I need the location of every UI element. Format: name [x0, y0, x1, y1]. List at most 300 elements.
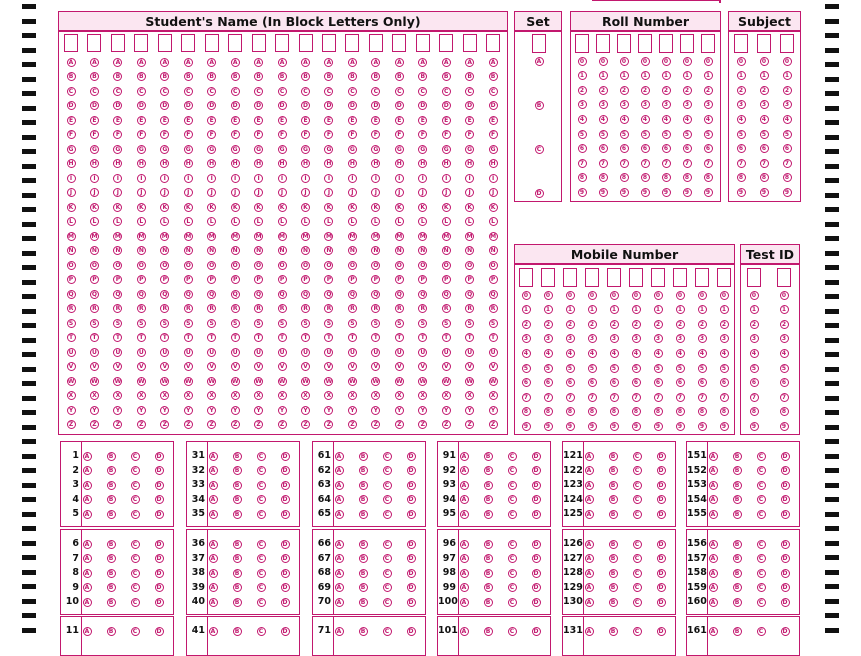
name-bubble[interactable]: W: [489, 377, 497, 385]
mobile-bubble[interactable]: 2: [522, 320, 531, 329]
answer-bubble[interactable]: B: [359, 627, 368, 636]
name-bubble[interactable]: A: [90, 58, 99, 67]
name-bubble[interactable]: D: [231, 101, 240, 110]
answer-bubble[interactable]: A: [585, 583, 594, 592]
answer-bubble[interactable]: A: [209, 466, 218, 475]
answer-bubble[interactable]: D: [532, 554, 541, 563]
roll-bubble[interactable]: 7: [641, 159, 650, 168]
answer-bubble[interactable]: D: [532, 627, 541, 636]
name-bubble[interactable]: X: [371, 391, 380, 400]
name-bubble[interactable]: X: [67, 391, 76, 400]
name-bubble[interactable]: P: [90, 275, 99, 284]
name-bubble[interactable]: U: [324, 348, 333, 357]
answer-bubble[interactable]: B: [107, 554, 116, 563]
answer-bubble[interactable]: D: [532, 466, 541, 475]
name-bubble[interactable]: N: [443, 247, 449, 254]
name-bubble[interactable]: K: [67, 203, 76, 212]
roll-bubble[interactable]: 2: [620, 86, 629, 95]
name-bubble[interactable]: Y: [113, 406, 122, 415]
answer-bubble[interactable]: B: [484, 598, 493, 607]
name-bubble[interactable]: L: [67, 217, 76, 226]
answer-bubble[interactable]: D: [407, 540, 416, 549]
roll-bubble[interactable]: 8: [662, 173, 671, 182]
name-bubble[interactable]: Q: [138, 290, 144, 298]
name-bubble[interactable]: B: [207, 72, 216, 81]
name-bubble[interactable]: E: [324, 116, 333, 125]
answer-bubble[interactable]: A: [83, 452, 92, 461]
answer-bubble[interactable]: C: [633, 627, 642, 636]
name-bubble[interactable]: U: [67, 348, 76, 357]
name-bubble[interactable]: G: [489, 145, 498, 154]
answer-bubble[interactable]: A: [585, 540, 594, 549]
name-bubble[interactable]: E: [207, 116, 216, 125]
name-bubble[interactable]: I: [278, 174, 287, 183]
answer-bubble[interactable]: C: [383, 481, 392, 490]
answer-bubble[interactable]: A: [709, 495, 718, 504]
answer-bubble[interactable]: A: [83, 466, 92, 475]
mobile-bubble[interactable]: 6: [676, 378, 685, 387]
answer-bubble[interactable]: D: [781, 466, 790, 475]
name-bubble[interactable]: O: [467, 261, 473, 269]
testid-digit-box[interactable]: [747, 268, 761, 287]
answer-bubble[interactable]: B: [733, 510, 742, 519]
subject-bubble[interactable]: 0: [737, 57, 746, 66]
answer-bubble[interactable]: A: [585, 495, 594, 504]
name-bubble[interactable]: O: [373, 261, 379, 269]
answer-bubble[interactable]: D: [155, 554, 164, 563]
mobile-bubble[interactable]: 1: [720, 305, 729, 314]
mobile-digit-box[interactable]: [519, 268, 533, 287]
name-bubble[interactable]: C: [395, 87, 404, 96]
mobile-bubble[interactable]: 0: [676, 291, 685, 300]
name-bubble[interactable]: X: [278, 391, 287, 400]
answer-bubble[interactable]: D: [781, 452, 790, 461]
roll-bubble[interactable]: 0: [704, 57, 713, 66]
name-bubble[interactable]: Q: [185, 290, 191, 298]
name-bubble[interactable]: F: [278, 130, 287, 139]
roll-bubble[interactable]: 4: [662, 115, 671, 124]
roll-bubble[interactable]: 4: [578, 115, 587, 124]
roll-bubble[interactable]: 8: [641, 173, 650, 182]
name-bubble[interactable]: D: [371, 101, 380, 110]
name-bubble[interactable]: G: [348, 145, 357, 154]
answer-bubble[interactable]: C: [633, 452, 642, 461]
name-bubble[interactable]: V: [184, 362, 193, 371]
roll-bubble[interactable]: 6: [620, 144, 629, 153]
mobile-bubble[interactable]: 3: [544, 334, 553, 343]
answer-bubble[interactable]: D: [657, 627, 666, 636]
name-bubble[interactable]: L: [278, 217, 287, 226]
name-bubble[interactable]: B: [348, 72, 357, 81]
name-bubble[interactable]: P: [301, 275, 310, 284]
roll-bubble[interactable]: 4: [704, 115, 713, 124]
name-bubble[interactable]: F: [395, 130, 404, 139]
answer-bubble[interactable]: B: [609, 627, 618, 636]
answer-bubble[interactable]: A: [335, 554, 344, 563]
answer-bubble[interactable]: C: [131, 495, 140, 504]
name-bubble[interactable]: H: [467, 160, 473, 167]
mobile-bubble[interactable]: 0: [588, 291, 597, 300]
name-bubble[interactable]: T: [160, 333, 169, 342]
name-bubble[interactable]: X: [184, 391, 193, 400]
name-bubble[interactable]: E: [254, 116, 263, 125]
answer-bubble[interactable]: A: [83, 554, 92, 563]
name-bubble[interactable]: O: [209, 261, 215, 269]
name-bubble[interactable]: E: [348, 116, 357, 125]
name-bubble[interactable]: A: [207, 58, 216, 67]
name-bubble[interactable]: S: [207, 319, 216, 328]
name-bubble[interactable]: Y: [67, 406, 76, 415]
name-bubble[interactable]: S: [324, 319, 333, 328]
answer-bubble[interactable]: C: [131, 598, 140, 607]
name-bubble[interactable]: W: [231, 377, 239, 385]
name-bubble[interactable]: S: [395, 319, 404, 328]
name-bubble[interactable]: R: [442, 304, 451, 313]
name-bubble[interactable]: T: [137, 333, 146, 342]
answer-bubble[interactable]: B: [359, 481, 368, 490]
name-bubble[interactable]: C: [489, 87, 498, 96]
answer-bubble[interactable]: D: [532, 452, 541, 461]
name-bubble[interactable]: V: [160, 362, 169, 371]
name-letter-box[interactable]: [486, 34, 500, 52]
mobile-bubble[interactable]: 0: [632, 291, 641, 300]
answer-bubble[interactable]: C: [508, 495, 517, 504]
subject-bubble[interactable]: 3: [783, 100, 792, 109]
name-bubble[interactable]: Z: [90, 420, 99, 429]
answer-bubble[interactable]: A: [585, 481, 594, 490]
name-bubble[interactable]: F: [301, 130, 310, 139]
mobile-digit-box[interactable]: [541, 268, 555, 287]
answer-bubble[interactable]: B: [233, 569, 242, 578]
name-bubble[interactable]: G: [67, 145, 76, 154]
roll-bubble[interactable]: 8: [683, 173, 692, 182]
name-bubble[interactable]: F: [371, 130, 380, 139]
name-letter-box[interactable]: [205, 34, 219, 52]
mobile-bubble[interactable]: 9: [720, 422, 729, 431]
name-bubble[interactable]: S: [348, 319, 357, 328]
name-bubble[interactable]: B: [395, 72, 404, 81]
mobile-bubble[interactable]: 4: [522, 349, 531, 358]
answer-bubble[interactable]: D: [407, 510, 416, 519]
name-bubble[interactable]: V: [395, 362, 404, 371]
name-bubble[interactable]: N: [138, 247, 144, 254]
answer-bubble[interactable]: C: [383, 554, 392, 563]
name-bubble[interactable]: I: [113, 174, 122, 183]
name-bubble[interactable]: E: [160, 116, 169, 125]
name-bubble[interactable]: V: [113, 362, 122, 371]
name-bubble[interactable]: D: [90, 101, 99, 110]
name-bubble[interactable]: A: [395, 58, 404, 67]
name-bubble[interactable]: V: [137, 362, 146, 371]
name-bubble[interactable]: W: [208, 377, 215, 385]
answer-bubble[interactable]: D: [781, 540, 790, 549]
name-bubble[interactable]: L: [442, 217, 451, 226]
name-bubble[interactable]: W: [395, 377, 403, 385]
roll-bubble[interactable]: 3: [683, 100, 692, 109]
name-bubble[interactable]: Z: [371, 420, 380, 429]
answer-bubble[interactable]: C: [633, 598, 642, 607]
answer-bubble[interactable]: C: [131, 554, 140, 563]
name-bubble[interactable]: T: [254, 333, 263, 342]
testid-bubble[interactable]: 7: [780, 393, 789, 402]
name-bubble[interactable]: M: [91, 232, 98, 240]
answer-bubble[interactable]: C: [257, 627, 266, 636]
name-bubble[interactable]: A: [137, 58, 146, 67]
name-bubble[interactable]: W: [184, 377, 192, 385]
answer-bubble[interactable]: B: [733, 554, 742, 563]
name-bubble[interactable]: M: [419, 232, 426, 240]
answer-bubble[interactable]: D: [155, 627, 164, 636]
mobile-bubble[interactable]: 8: [632, 407, 641, 416]
answer-bubble[interactable]: B: [733, 481, 742, 490]
name-bubble[interactable]: E: [137, 116, 146, 125]
name-bubble[interactable]: Z: [184, 420, 193, 429]
name-bubble[interactable]: R: [113, 304, 122, 313]
name-bubble[interactable]: X: [301, 391, 310, 400]
mobile-bubble[interactable]: 8: [610, 407, 619, 416]
roll-bubble[interactable]: 1: [683, 71, 692, 80]
subject-bubble[interactable]: 0: [783, 57, 792, 66]
mobile-bubble[interactable]: 5: [522, 364, 531, 373]
name-bubble[interactable]: R: [278, 304, 287, 313]
subject-bubble[interactable]: 9: [783, 188, 792, 197]
answer-bubble[interactable]: C: [257, 583, 266, 592]
subject-bubble[interactable]: 3: [760, 100, 769, 109]
name-bubble[interactable]: A: [301, 58, 310, 67]
roll-digit-box[interactable]: [575, 34, 589, 53]
mobile-bubble[interactable]: 2: [588, 320, 597, 329]
subject-bubble[interactable]: 9: [737, 188, 746, 197]
name-letter-box[interactable]: [64, 34, 78, 52]
answer-bubble[interactable]: B: [484, 510, 493, 519]
answer-bubble[interactable]: B: [484, 583, 493, 592]
name-bubble[interactable]: K: [137, 203, 146, 212]
mobile-bubble[interactable]: 8: [654, 407, 663, 416]
name-bubble[interactable]: M: [302, 232, 309, 240]
name-bubble[interactable]: Y: [418, 406, 427, 415]
testid-bubble[interactable]: 6: [750, 378, 759, 387]
name-bubble[interactable]: E: [465, 116, 474, 125]
answer-bubble[interactable]: C: [508, 481, 517, 490]
answer-bubble[interactable]: B: [107, 598, 116, 607]
name-bubble[interactable]: O: [443, 261, 449, 269]
name-bubble[interactable]: C: [254, 87, 263, 96]
answer-bubble[interactable]: D: [281, 510, 290, 519]
name-letter-box[interactable]: [275, 34, 289, 52]
name-bubble[interactable]: X: [418, 391, 427, 400]
name-bubble[interactable]: D: [348, 101, 357, 110]
answer-bubble[interactable]: B: [107, 510, 116, 519]
answer-bubble[interactable]: D: [407, 452, 416, 461]
answer-bubble[interactable]: A: [209, 627, 218, 636]
answer-bubble[interactable]: C: [131, 481, 140, 490]
answer-bubble[interactable]: C: [508, 598, 517, 607]
roll-bubble[interactable]: 5: [620, 130, 629, 139]
name-bubble[interactable]: H: [91, 160, 97, 167]
mobile-bubble[interactable]: 6: [522, 378, 531, 387]
answer-bubble[interactable]: A: [209, 583, 218, 592]
name-bubble[interactable]: F: [418, 130, 427, 139]
name-bubble[interactable]: I: [442, 174, 451, 183]
subject-bubble[interactable]: 5: [760, 130, 769, 139]
answer-bubble[interactable]: B: [107, 466, 116, 475]
name-bubble[interactable]: A: [442, 58, 451, 67]
answer-bubble[interactable]: A: [209, 495, 218, 504]
name-bubble[interactable]: V: [301, 362, 310, 371]
answer-bubble[interactable]: C: [757, 466, 766, 475]
name-bubble[interactable]: C: [113, 87, 122, 96]
answer-bubble[interactable]: A: [209, 452, 218, 461]
mobile-digit-box[interactable]: [695, 268, 709, 287]
name-letter-box[interactable]: [299, 34, 313, 52]
mobile-bubble[interactable]: 0: [654, 291, 663, 300]
name-bubble[interactable]: K: [160, 203, 169, 212]
mobile-bubble[interactable]: 7: [522, 393, 531, 402]
name-bubble[interactable]: O: [279, 261, 285, 269]
mobile-bubble[interactable]: 7: [544, 393, 553, 402]
answer-bubble[interactable]: D: [281, 554, 290, 563]
answer-bubble[interactable]: D: [407, 598, 416, 607]
name-bubble[interactable]: J: [324, 188, 333, 197]
name-bubble[interactable]: R: [301, 304, 310, 313]
mobile-bubble[interactable]: 7: [566, 393, 575, 402]
set-bubble[interactable]: D: [535, 189, 544, 198]
answer-bubble[interactable]: B: [733, 569, 742, 578]
mobile-bubble[interactable]: 5: [676, 364, 685, 373]
name-bubble[interactable]: R: [207, 304, 216, 313]
roll-bubble[interactable]: 6: [704, 144, 713, 153]
name-bubble[interactable]: A: [113, 58, 122, 67]
roll-bubble[interactable]: 5: [662, 130, 671, 139]
answer-bubble[interactable]: C: [633, 554, 642, 563]
answer-bubble[interactable]: B: [233, 583, 242, 592]
name-bubble[interactable]: T: [231, 333, 240, 342]
name-bubble[interactable]: G: [442, 145, 451, 154]
name-bubble[interactable]: J: [90, 188, 99, 197]
name-bubble[interactable]: A: [418, 58, 427, 67]
name-bubble[interactable]: P: [231, 275, 240, 284]
subject-bubble[interactable]: 0: [760, 57, 769, 66]
name-bubble[interactable]: P: [67, 275, 76, 284]
mobile-bubble[interactable]: 8: [676, 407, 685, 416]
subject-bubble[interactable]: 8: [783, 173, 792, 182]
subject-bubble[interactable]: 8: [760, 173, 769, 182]
name-bubble[interactable]: P: [465, 275, 474, 284]
answer-bubble[interactable]: C: [508, 510, 517, 519]
name-bubble[interactable]: O: [396, 261, 402, 269]
name-bubble[interactable]: B: [465, 72, 474, 81]
name-bubble[interactable]: R: [231, 304, 240, 313]
mobile-bubble[interactable]: 2: [720, 320, 729, 329]
name-bubble[interactable]: R: [395, 304, 404, 313]
name-bubble[interactable]: S: [231, 319, 240, 328]
answer-bubble[interactable]: B: [107, 627, 116, 636]
answer-bubble[interactable]: A: [83, 598, 92, 607]
answer-bubble[interactable]: A: [335, 452, 344, 461]
answer-bubble[interactable]: D: [155, 510, 164, 519]
mobile-bubble[interactable]: 6: [566, 378, 575, 387]
roll-bubble[interactable]: 8: [704, 173, 713, 182]
mobile-digit-box[interactable]: [651, 268, 665, 287]
roll-bubble[interactable]: 0: [599, 57, 608, 66]
name-bubble[interactable]: J: [442, 188, 451, 197]
subject-bubble[interactable]: 8: [737, 173, 746, 182]
answer-bubble[interactable]: C: [508, 466, 517, 475]
answer-bubble[interactable]: A: [83, 540, 92, 549]
name-bubble[interactable]: V: [278, 362, 287, 371]
name-bubble[interactable]: Y: [137, 406, 146, 415]
answer-bubble[interactable]: C: [383, 569, 392, 578]
name-bubble[interactable]: Y: [324, 406, 333, 415]
name-bubble[interactable]: T: [395, 333, 404, 342]
roll-digit-box[interactable]: [617, 34, 631, 53]
name-bubble[interactable]: I: [184, 174, 193, 183]
name-bubble[interactable]: I: [465, 174, 474, 183]
name-bubble[interactable]: M: [396, 232, 403, 240]
answer-bubble[interactable]: C: [633, 569, 642, 578]
name-bubble[interactable]: Q: [68, 290, 74, 298]
roll-bubble[interactable]: 3: [662, 100, 671, 109]
subject-bubble[interactable]: 4: [760, 115, 769, 124]
name-bubble[interactable]: B: [231, 72, 240, 81]
subject-digit-box[interactable]: [734, 34, 748, 53]
name-letter-box[interactable]: [369, 34, 383, 52]
name-bubble[interactable]: K: [348, 203, 357, 212]
mobile-bubble[interactable]: 4: [698, 349, 707, 358]
name-bubble[interactable]: W: [255, 377, 262, 385]
answer-bubble[interactable]: D: [155, 466, 164, 475]
name-bubble[interactable]: O: [185, 261, 191, 269]
subject-bubble[interactable]: 7: [737, 159, 746, 168]
name-bubble[interactable]: P: [489, 275, 498, 284]
name-bubble[interactable]: L: [489, 217, 498, 226]
name-bubble[interactable]: L: [395, 217, 404, 226]
answer-bubble[interactable]: C: [257, 466, 266, 475]
name-bubble[interactable]: I: [67, 174, 76, 183]
answer-bubble[interactable]: D: [657, 569, 666, 578]
answer-bubble[interactable]: D: [657, 495, 666, 504]
name-bubble[interactable]: T: [113, 333, 122, 342]
name-bubble[interactable]: R: [348, 304, 357, 313]
answer-bubble[interactable]: D: [532, 569, 541, 578]
name-bubble[interactable]: H: [420, 160, 426, 167]
name-bubble[interactable]: V: [465, 362, 474, 371]
testid-bubble[interactable]: 9: [780, 422, 789, 431]
name-bubble[interactable]: L: [90, 217, 99, 226]
answer-bubble[interactable]: C: [383, 627, 392, 636]
answer-bubble[interactable]: C: [383, 510, 392, 519]
subject-bubble[interactable]: 5: [783, 130, 792, 139]
name-bubble[interactable]: G: [90, 145, 99, 154]
answer-bubble[interactable]: B: [733, 627, 742, 636]
name-bubble[interactable]: Q: [326, 290, 332, 298]
set-bubble[interactable]: C: [535, 145, 544, 154]
answer-bubble[interactable]: D: [407, 466, 416, 475]
mobile-bubble[interactable]: 6: [698, 378, 707, 387]
roll-digit-box[interactable]: [680, 34, 694, 53]
set-bubble[interactable]: B: [535, 101, 544, 110]
name-bubble[interactable]: B: [301, 72, 310, 81]
answer-bubble[interactable]: C: [383, 583, 392, 592]
mobile-bubble[interactable]: 6: [632, 378, 641, 387]
name-bubble[interactable]: A: [348, 58, 357, 67]
answer-bubble[interactable]: A: [709, 481, 718, 490]
roll-bubble[interactable]: 1: [641, 71, 650, 80]
name-letter-box[interactable]: [392, 34, 406, 52]
name-bubble[interactable]: P: [418, 275, 427, 284]
testid-bubble[interactable]: 5: [750, 364, 759, 373]
answer-bubble[interactable]: C: [257, 569, 266, 578]
